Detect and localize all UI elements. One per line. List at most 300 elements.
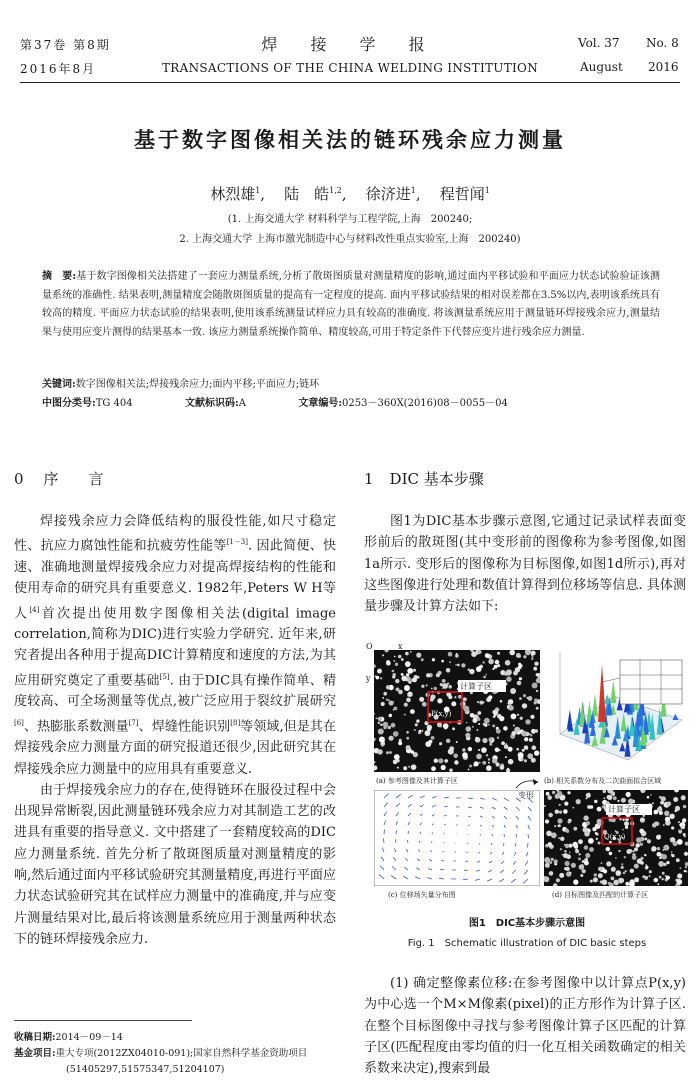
displacement-vector bbox=[492, 834, 493, 836]
speckle-dot bbox=[452, 727, 455, 730]
speckle-dot bbox=[671, 854, 673, 856]
speckle-dot bbox=[391, 723, 396, 728]
speckle-dot bbox=[451, 701, 456, 706]
displacement-vector bbox=[504, 834, 505, 837]
speckle-dot bbox=[532, 656, 534, 658]
displacement-vector bbox=[479, 843, 480, 844]
speckle-dot bbox=[392, 701, 394, 703]
speckle-dot bbox=[466, 722, 468, 724]
point-q-label: Q(x,y) bbox=[604, 833, 626, 841]
speckle-dot bbox=[469, 669, 474, 674]
speckle-dot bbox=[622, 829, 624, 831]
speckle-dot bbox=[511, 714, 517, 720]
speckle-dot bbox=[566, 854, 571, 859]
speckle-dot bbox=[526, 697, 528, 699]
speckle-dot bbox=[393, 660, 395, 662]
article-label: 文章编号: bbox=[298, 398, 343, 409]
speckle-dot bbox=[565, 844, 569, 848]
speckle-dot bbox=[383, 692, 387, 696]
speckle-dot bbox=[603, 869, 607, 873]
speckle-dot bbox=[392, 675, 395, 678]
speckle-dot bbox=[533, 667, 537, 671]
speckle-dot bbox=[531, 654, 533, 656]
speckle-dot bbox=[586, 797, 588, 799]
speckle-dot bbox=[401, 676, 407, 682]
speckle-dot bbox=[565, 861, 570, 866]
speckle-dot bbox=[434, 759, 438, 763]
speckle-dot bbox=[671, 851, 673, 853]
clc-value: TG 404 bbox=[95, 398, 133, 409]
speckle-dot bbox=[410, 709, 415, 714]
speckle-dot bbox=[644, 877, 647, 880]
speckle-dot bbox=[461, 663, 465, 667]
speckle-dot bbox=[416, 719, 419, 722]
speckle-dot bbox=[628, 849, 632, 853]
speckle-dot bbox=[656, 835, 661, 840]
speckle-dot bbox=[557, 818, 562, 823]
speckle-dot bbox=[560, 848, 562, 850]
speckle-dot bbox=[578, 858, 581, 861]
speckle-dot bbox=[640, 837, 644, 841]
speckle-dot bbox=[489, 743, 492, 746]
speckle-dot bbox=[469, 765, 472, 768]
speckle-dot bbox=[667, 821, 669, 823]
speckle-dot bbox=[621, 798, 626, 803]
speckle-dot bbox=[532, 683, 538, 689]
speckle-dot bbox=[503, 726, 508, 731]
author: 徐济进$^1$ bbox=[365, 185, 416, 203]
speckle-dot bbox=[395, 689, 397, 691]
speckle-dot bbox=[579, 853, 581, 855]
speckle-dot bbox=[488, 659, 494, 665]
speckle-dot bbox=[661, 796, 666, 801]
speckle-dot bbox=[548, 813, 553, 818]
speckle-dot bbox=[558, 837, 560, 839]
speckle-dot bbox=[531, 758, 536, 763]
speckle-dot bbox=[654, 878, 658, 882]
speckle-dot bbox=[534, 701, 537, 704]
speckle-dot bbox=[664, 811, 669, 816]
abstract bbox=[42, 268, 660, 342]
speckle-dot bbox=[649, 875, 651, 877]
journal-title-en: TRANSACTIONS OF THE CHINA WELDING INSTITUTION bbox=[161, 61, 538, 75]
speckle-dot bbox=[388, 726, 391, 729]
speckle-dot bbox=[500, 765, 505, 770]
speckle-dot bbox=[529, 738, 533, 742]
keywords: 数字图像相关法;焊接残余应力;面内平移;平面应力;链环 bbox=[75, 379, 320, 390]
speckle-dot bbox=[671, 826, 674, 829]
speckle-dot bbox=[407, 668, 413, 674]
speckle-dot bbox=[478, 749, 480, 751]
speckle-dot bbox=[646, 866, 649, 869]
speckle-dot bbox=[381, 702, 385, 706]
speckle-dot bbox=[493, 715, 496, 718]
speckle-dot bbox=[472, 718, 477, 723]
displacement-vector bbox=[443, 842, 444, 843]
speckle-dot bbox=[523, 655, 526, 658]
speckle-dot bbox=[484, 718, 490, 724]
speckle-dot bbox=[662, 854, 667, 859]
speckle-dot bbox=[619, 878, 624, 883]
speckle-dot bbox=[573, 827, 577, 831]
speckle-dot bbox=[622, 819, 624, 821]
keywords-line bbox=[42, 375, 319, 390]
speckle-dot bbox=[644, 854, 646, 856]
speckle-dot bbox=[596, 838, 598, 840]
speckle-dot bbox=[632, 855, 637, 860]
speckle-dot bbox=[565, 829, 569, 833]
speckle-dot bbox=[588, 838, 594, 844]
speckle-dot bbox=[650, 794, 652, 796]
speckle-dot bbox=[548, 842, 552, 846]
speckle-dot bbox=[677, 873, 682, 878]
speckle-dot bbox=[501, 741, 505, 745]
speckle-dot bbox=[615, 857, 617, 859]
speckle-dot bbox=[673, 841, 678, 846]
author-list: 林烈雄$^1$, 陆 皓$^{1,2}$, 徐济进$^1$, 程哲闻$^1$ bbox=[210, 185, 490, 203]
author: 陆 皓$^{1,2}$ bbox=[284, 185, 342, 203]
speckle-dot bbox=[437, 698, 442, 703]
speckle-dot bbox=[401, 658, 404, 661]
speckle-dot bbox=[598, 842, 601, 845]
displacement-vector bbox=[431, 842, 432, 844]
speckle-target-image bbox=[544, 790, 688, 886]
speckle-dot bbox=[448, 685, 452, 689]
speckle-dot bbox=[636, 843, 640, 847]
speckle-dot bbox=[612, 794, 614, 796]
speckle-dot bbox=[378, 729, 384, 735]
speckle-dot bbox=[583, 815, 588, 820]
speckle-dot bbox=[657, 883, 659, 885]
speckle-dot bbox=[463, 697, 467, 701]
speckle-dot bbox=[551, 858, 554, 861]
speckle-dot bbox=[532, 745, 537, 750]
speckle-dot bbox=[389, 736, 394, 741]
speckle-dot bbox=[598, 873, 603, 878]
speckle-dot bbox=[563, 809, 568, 814]
deform-arrow-icon bbox=[512, 772, 542, 792]
section-1-step-1 bbox=[364, 973, 686, 1079]
speckle-dot bbox=[393, 731, 399, 737]
speckle-dot bbox=[394, 754, 400, 760]
abstract-text: 基于数字图像相关法搭建了一套应力测量系统,分析了散斑图质量对测量精度的影响,通过面内平移试验和平面应力状态试验验证该测量系统的准确性. 结果表明,测量精度会随散斑图质量的提高有一定程度的提高. 面内平移试验结果的相对误差都在3.5%以内,表明该系统具有较高的精度. 平面应力状态试验的结果表明,使用该系统测量试样应力具有较高的准确度. 将该测量系统应用于测量链环焊接残余应力,测量结果与使用应变片测得的结果基本一致. 该应力测量系统操作简单、精度较高,可用于特定条件下代替应变片进行残余应力测量. bbox=[42, 271, 660, 338]
speckle-dot bbox=[377, 749, 382, 754]
speckle-dot bbox=[609, 852, 613, 856]
speckle-dot bbox=[415, 723, 418, 726]
speckle-dot bbox=[590, 880, 593, 883]
speckle-dot bbox=[506, 670, 512, 676]
speckle-dot bbox=[430, 694, 435, 699]
speckle-dot bbox=[448, 652, 453, 657]
subregion-label: 计算子区 bbox=[608, 805, 640, 814]
speckle-dot bbox=[441, 660, 444, 663]
speckle-dot bbox=[488, 762, 490, 764]
speckle-dot bbox=[455, 656, 457, 658]
speckle-reference-image bbox=[374, 650, 540, 772]
speckle-dot bbox=[546, 792, 550, 796]
speckle-dot bbox=[604, 797, 606, 799]
speckle-dot bbox=[479, 762, 481, 764]
speckle-dot bbox=[421, 730, 423, 732]
speckle-dot bbox=[454, 760, 458, 764]
speckle-dot bbox=[564, 802, 568, 806]
figure-1 bbox=[362, 640, 690, 902]
speckle-dot bbox=[378, 722, 381, 725]
speckle-dot bbox=[651, 846, 656, 851]
speckle-dot bbox=[440, 683, 443, 686]
speckle-dot bbox=[662, 878, 664, 880]
axis-y-label: y bbox=[366, 674, 371, 683]
speckle-dot bbox=[483, 661, 485, 663]
speckle-dot bbox=[481, 747, 487, 753]
speckle-dot bbox=[496, 729, 501, 734]
speckle-dot bbox=[568, 820, 571, 823]
speckle-dot bbox=[470, 713, 475, 718]
speckle-dot bbox=[652, 802, 654, 804]
speckle-dot bbox=[413, 669, 416, 672]
speckle-dot bbox=[508, 759, 514, 765]
speckle-dot bbox=[536, 707, 539, 710]
speckle-dot bbox=[408, 766, 410, 768]
speckle-dot bbox=[386, 685, 390, 689]
speckle-dot bbox=[602, 806, 604, 808]
speckle-dot bbox=[589, 847, 594, 852]
figure-1-caption-cn: 图1 DIC基本步骤示意图 bbox=[468, 918, 586, 929]
displacement-vector bbox=[528, 834, 529, 838]
subregion-label: 计算子区 bbox=[460, 682, 492, 691]
speckle-dot bbox=[442, 679, 446, 683]
speckle-dot bbox=[454, 696, 456, 698]
speckle-dot bbox=[398, 655, 402, 659]
speckle-dot bbox=[640, 817, 645, 822]
speckle-dot bbox=[507, 703, 509, 705]
speckle-dot bbox=[615, 830, 617, 832]
speckle-dot bbox=[517, 714, 519, 716]
speckle-dot bbox=[438, 758, 443, 763]
speckle-dot bbox=[453, 754, 458, 759]
speckle-dot bbox=[524, 745, 528, 749]
speckle-dot bbox=[534, 662, 538, 666]
speckle-dot bbox=[388, 699, 390, 701]
speckle-dot bbox=[466, 726, 472, 732]
speckle-dot bbox=[621, 863, 623, 865]
speckle-dot bbox=[414, 729, 416, 731]
speckle-dot bbox=[495, 660, 500, 665]
speckle-dot bbox=[593, 877, 598, 882]
speckle-dot bbox=[449, 768, 453, 772]
speckle-dot bbox=[601, 862, 603, 864]
speckle-dot bbox=[488, 758, 490, 760]
affiliation-1: (1. 上海交通大学 材料科学与工程学院,上海 200240; bbox=[227, 214, 473, 225]
speckle-dot bbox=[595, 832, 598, 835]
speckle-dot bbox=[545, 863, 550, 868]
fit-region-inset bbox=[620, 660, 682, 704]
speckle-dot bbox=[518, 655, 521, 658]
speckle-dot bbox=[663, 845, 669, 851]
speckle-dot bbox=[432, 658, 435, 661]
section-0-body bbox=[14, 511, 336, 950]
speckle-dot bbox=[525, 719, 530, 724]
speckle-dot bbox=[574, 844, 578, 848]
speckle-dot bbox=[547, 795, 552, 800]
speckle-dot bbox=[380, 724, 383, 727]
speckle-dot bbox=[658, 861, 664, 867]
speckle-dot bbox=[632, 850, 634, 852]
displacement-vector bbox=[444, 833, 445, 834]
speckle-dot bbox=[410, 651, 412, 653]
speckle-dot bbox=[665, 875, 667, 877]
speckle-dot bbox=[447, 683, 449, 685]
speckle-dot bbox=[386, 660, 389, 663]
section-1-intro bbox=[364, 511, 686, 617]
speckle-dot bbox=[482, 738, 487, 743]
speckle-dot bbox=[394, 707, 398, 711]
displacement-vector bbox=[396, 830, 397, 834]
speckle-dot bbox=[582, 869, 586, 873]
displacement-vector bbox=[516, 834, 517, 838]
speckle-dot bbox=[559, 811, 562, 814]
speckle-dot bbox=[624, 821, 629, 826]
speckle-dot bbox=[483, 723, 486, 726]
speckle-dot bbox=[549, 871, 554, 876]
speckle-dot bbox=[488, 695, 492, 699]
speckle-dot bbox=[468, 747, 472, 751]
speckle-dot bbox=[584, 831, 590, 837]
header-no-en: No. 8 bbox=[646, 36, 679, 50]
speckle-dot bbox=[625, 870, 627, 872]
panel-c-caption: (c) 位移场矢量分布图 bbox=[388, 891, 456, 899]
speckle-dot bbox=[607, 795, 612, 800]
speckle-dot bbox=[634, 847, 638, 851]
affiliation-2: 2. 上海交通大学 上海市激光制造中心与材料改性重点实验室,上海 200240) bbox=[179, 234, 521, 245]
doc-label: 文献标识码: bbox=[185, 398, 239, 409]
speckle-dot bbox=[659, 876, 662, 879]
displacement-vector bbox=[420, 832, 421, 834]
speckle-dot bbox=[602, 879, 608, 885]
speckle-dot bbox=[492, 668, 494, 670]
speckle-dot bbox=[519, 677, 522, 680]
article-value: 0253－360X(2016)08－0055－04 bbox=[342, 398, 508, 409]
speckle-dot bbox=[416, 653, 421, 658]
speckle-dot bbox=[554, 825, 556, 827]
speckle-dot bbox=[670, 839, 673, 842]
speckle-dot bbox=[677, 839, 683, 845]
paper-title: 基于数字图像相关法的链环残余应力测量 bbox=[134, 128, 566, 152]
speckle-dot bbox=[566, 867, 570, 871]
speckle-dot bbox=[520, 757, 523, 760]
speckle-dot bbox=[594, 800, 597, 803]
speckle-dot bbox=[389, 751, 392, 754]
speckle-dot bbox=[489, 737, 493, 741]
speckle-dot bbox=[462, 752, 468, 758]
speckle-dot bbox=[576, 799, 581, 804]
axis-x-label: x bbox=[398, 642, 403, 651]
speckle-dot bbox=[456, 741, 458, 743]
speckle-dot bbox=[380, 677, 382, 679]
panel-a-caption: (a) 参考图像及其计算子区 bbox=[376, 777, 458, 785]
speckle-dot bbox=[529, 733, 531, 735]
speckle-dot bbox=[519, 697, 522, 700]
speckle-dot bbox=[497, 652, 500, 655]
speckle-dot bbox=[683, 805, 686, 808]
speckle-dot bbox=[518, 752, 524, 758]
speckle-dot bbox=[434, 687, 437, 690]
speckle-dot bbox=[536, 673, 539, 676]
speckle-dot bbox=[606, 861, 611, 866]
panel-d-caption: (d) 目标图像及匹配的计算子区 bbox=[552, 891, 649, 899]
header-date: 2016年8月 bbox=[20, 62, 97, 76]
speckle-dot bbox=[395, 679, 399, 683]
speckle-dot bbox=[569, 852, 571, 854]
header-volume: 第37卷 第8期 bbox=[20, 38, 111, 52]
speckle-dot bbox=[524, 737, 528, 741]
speckle-dot bbox=[392, 670, 395, 673]
speckle-dot bbox=[578, 839, 583, 844]
speckle-dot bbox=[559, 804, 561, 806]
speckle-dot bbox=[564, 850, 566, 852]
speckle-dot bbox=[522, 749, 525, 752]
speckle-dot bbox=[666, 861, 669, 864]
speckle-dot bbox=[395, 663, 398, 666]
speckle-dot bbox=[616, 870, 622, 876]
speckle-dot bbox=[406, 737, 409, 740]
journal-title-cn: 焊 接 学 报 bbox=[261, 35, 439, 54]
speckle-dot bbox=[446, 668, 451, 673]
speckle-dot bbox=[675, 809, 678, 812]
speckle-dot bbox=[685, 866, 687, 868]
speckle-dot bbox=[618, 850, 620, 852]
speckle-dot bbox=[559, 873, 564, 878]
speckle-dot bbox=[623, 872, 626, 875]
speckle-dot bbox=[567, 791, 570, 794]
paragraph: (1) 确定整像素位移:在参考图像中以计算点P(x,y)为中心选一个M×M像素(pixel)的正方形作为计算子区. 在整个目标图像中寻找与参考图像计算子区匹配的计算子区(匹配程度由零均值的归一化互相关函数确定的相关系数来决定),搜索到最 bbox=[364, 976, 686, 1077]
speckle-dot bbox=[482, 761, 486, 765]
speckle-dot bbox=[471, 651, 477, 657]
speckle-dot bbox=[385, 723, 388, 726]
speckle-dot bbox=[389, 714, 392, 717]
speckle-dot bbox=[659, 806, 661, 808]
speckle-dot bbox=[508, 747, 513, 752]
speckle-dot bbox=[477, 717, 481, 721]
speckle-dot bbox=[666, 801, 671, 806]
speckle-dot bbox=[680, 867, 682, 869]
speckle-dot bbox=[598, 867, 603, 872]
speckle-dot bbox=[534, 750, 539, 755]
speckle-dot bbox=[554, 859, 558, 863]
displacement-vector-field bbox=[374, 790, 540, 886]
speckle-dot bbox=[669, 814, 674, 819]
speckle-dot bbox=[406, 673, 409, 676]
author: 林烈雄$^1$ bbox=[210, 185, 261, 203]
speckle-dot bbox=[517, 681, 522, 686]
displacement-vector bbox=[384, 830, 385, 834]
speckle-dot bbox=[477, 711, 481, 715]
speckle-dot bbox=[661, 813, 663, 815]
speckle-dot bbox=[570, 872, 572, 874]
speckle-dot bbox=[573, 879, 578, 884]
correlation-surface-plot bbox=[542, 642, 688, 772]
speckle-dot bbox=[382, 654, 384, 656]
speckle-dot bbox=[673, 797, 678, 802]
speckle-dot bbox=[676, 858, 680, 862]
speckle-dot bbox=[404, 685, 410, 691]
speckle-dot bbox=[520, 717, 522, 719]
paragraph: 图1为DIC基本步骤示意图,它通过记录试样表面变形前后的散斑图(其中变形前的图像称为参考图像,如图1a所示. 变形后的图像称为目标图像,如图1d所示),再对这些图像进行处理和数值计算得到位移场等信息. 具体测量步骤及计算方法如下: bbox=[364, 514, 686, 615]
speckle-dot bbox=[549, 861, 552, 864]
speckle-dot bbox=[379, 737, 385, 743]
speckle-dot bbox=[406, 653, 408, 655]
speckle-dot bbox=[585, 853, 590, 858]
